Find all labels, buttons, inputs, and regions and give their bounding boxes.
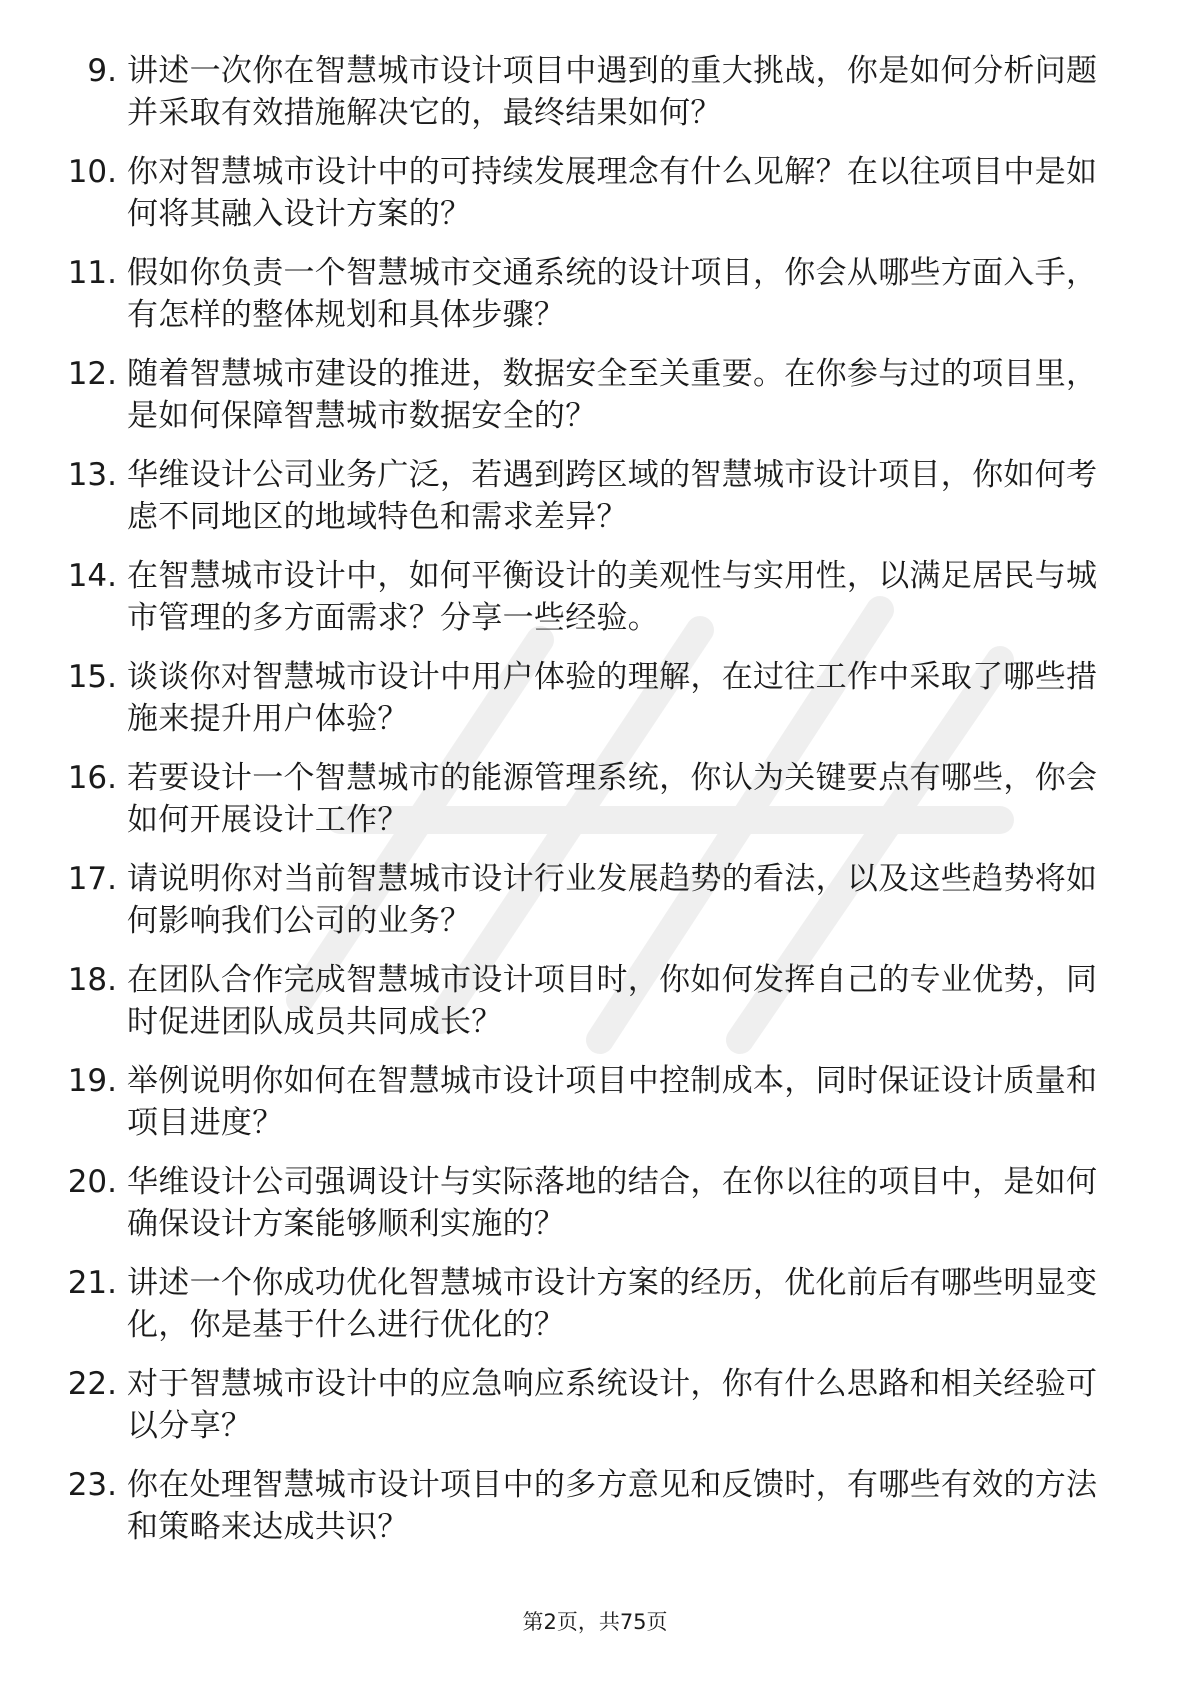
- question-text: 华维设计公司强调设计与实际落地的结合，在你以往的项目中，是如何确保设计方案能够顺利实施的？: [127, 1164, 1098, 1242]
- question-number: 15.: [67, 659, 117, 695]
- question-item: [60, 1262, 1110, 1346]
- question-item: [60, 555, 1110, 639]
- question-item: [60, 353, 1110, 437]
- question-number: 22.: [67, 1366, 117, 1402]
- question-text: 讲述一个你成功优化智慧城市设计方案的经历，优化前后有哪些明显变化，你是基于什么进行优化的？: [127, 1265, 1098, 1343]
- question-item: [60, 252, 1110, 336]
- question-number: 20.: [67, 1164, 117, 1200]
- question-item: [60, 1060, 1110, 1144]
- question-text: 若要设计一个智慧城市的能源管理系统，你认为关键要点有哪些，你会如何开展设计工作？: [127, 760, 1098, 838]
- question-item: [60, 1161, 1110, 1245]
- question-number: 18.: [67, 962, 117, 998]
- question-text: 谈谈你对智慧城市设计中用户体验的理解，在过往工作中采取了哪些措施来提升用户体验？: [127, 659, 1098, 737]
- page-number: 第2页，共75页: [522, 1610, 668, 1634]
- question-item: [60, 50, 1110, 134]
- question-item: [60, 151, 1110, 235]
- question-text: 你在处理智慧城市设计项目中的多方意见和反馈时，有哪些有效的方法和策略来达成共识？: [127, 1467, 1098, 1545]
- question-text: 对于智慧城市设计中的应急响应系统设计，你有什么思路和相关经验可以分享？: [127, 1366, 1098, 1444]
- question-number: 14.: [67, 558, 117, 594]
- question-item: [60, 1464, 1110, 1548]
- question-number: 10.: [67, 154, 117, 190]
- question-number: 12.: [67, 356, 117, 392]
- question-text: 华维设计公司业务广泛，若遇到跨区域的智慧城市设计项目，你如何考虑不同地区的地域特色和需求差异？: [127, 457, 1098, 535]
- question-item: [60, 858, 1110, 942]
- question-text: 你对智慧城市设计中的可持续发展理念有什么见解？在以往项目中是如何将其融入设计方案的？: [127, 154, 1098, 232]
- question-text: 在智慧城市设计中，如何平衡设计的美观性与实用性，以满足居民与城市管理的多方面需求？分享一些经验。: [127, 558, 1098, 636]
- question-text: 举例说明你如何在智慧城市设计项目中控制成本，同时保证设计质量和项目进度？: [127, 1063, 1098, 1141]
- question-number: 9.: [87, 53, 117, 89]
- question-list: [60, 50, 1110, 1565]
- question-text: 讲述一次你在智慧城市设计项目中遇到的重大挑战，你是如何分析问题并采取有效措施解决它的，最终结果如何？: [127, 53, 1098, 131]
- question-text: 假如你负责一个智慧城市交通系统的设计项目，你会从哪些方面入手，有怎样的整体规划和具体步骤？: [127, 255, 1098, 333]
- question-number: 17.: [67, 861, 117, 897]
- question-number: 13.: [67, 457, 117, 493]
- question-number: 19.: [67, 1063, 117, 1099]
- question-number: 11.: [67, 255, 117, 291]
- question-text: 请说明你对当前智慧城市设计行业发展趋势的看法，以及这些趋势将如何影响我们公司的业务？: [127, 861, 1098, 939]
- question-number: 16.: [67, 760, 117, 796]
- question-number: 23.: [67, 1467, 117, 1503]
- question-item: [60, 959, 1110, 1043]
- question-text: 在团队合作完成智慧城市设计项目时，你如何发挥自己的专业优势，同时促进团队成员共同成长？: [127, 962, 1098, 1040]
- question-item: [60, 757, 1110, 841]
- question-text: 随着智慧城市建设的推进，数据安全至关重要。在你参与过的项目里，是如何保障智慧城市数据安全的？: [127, 356, 1098, 434]
- question-number: 21.: [67, 1265, 117, 1301]
- question-item: [60, 1363, 1110, 1447]
- question-item: [60, 656, 1110, 740]
- question-item: [60, 454, 1110, 538]
